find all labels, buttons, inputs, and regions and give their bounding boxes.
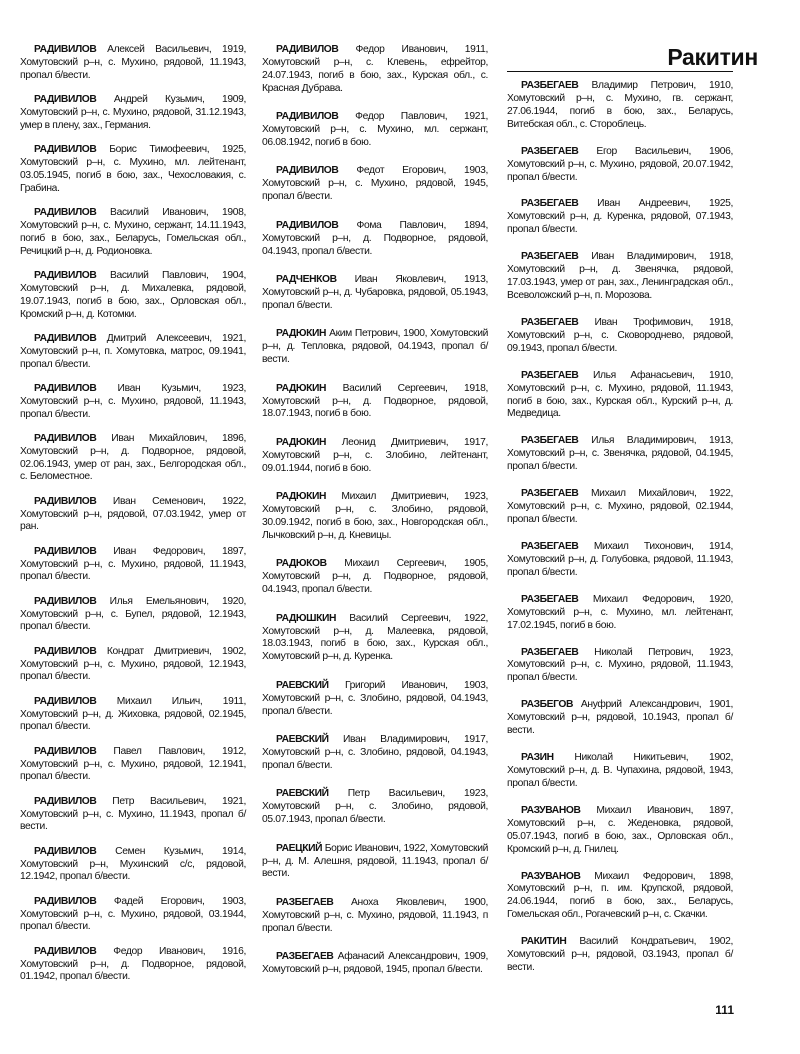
entry — [507, 752, 733, 791]
entry — [20, 44, 246, 83]
entry-surname: РАЕВСКИЙ — [276, 788, 329, 800]
entry-surname: РАДЮКИН — [276, 491, 327, 503]
entry — [507, 317, 733, 356]
entry — [20, 333, 246, 372]
entry — [20, 596, 246, 635]
entry-surname: РАЗБЕГАЕВ — [521, 369, 579, 381]
entry-surname: РАДИВИЛОВ — [34, 845, 97, 857]
entry-surname: РАЕЦКИЙ — [276, 842, 323, 854]
entry-surname: РАДИВИЛОВ — [34, 645, 97, 657]
entry-details: Иван Кузьмич, 1923, Хомутовский р–н, с. Мухино, рядовой, 11.1943, пропал б/вести. — [20, 382, 247, 420]
entry — [20, 383, 246, 422]
entry — [507, 871, 733, 923]
entry-details: Афанасий Александрович, 1909, Хомутовский р–н, рядовой, 1945, пропал б/вести. — [262, 951, 489, 976]
entry — [20, 496, 246, 535]
entry-details: Михаил Сергеевич, 1905, Хомутовский р–н, д. Подворное, рядовой, 04.1943, пропал б/вести. — [262, 558, 489, 596]
entry-details: Аким Петрович, 1900, Хомутовский р–н, д. Тепловка, рядовой, 04.1943, пропал б/вести. — [262, 328, 488, 366]
column-3 — [507, 80, 733, 975]
entry — [507, 699, 733, 738]
entry-details: Егор Васильевич, 1906, Хомутовский р–н, с. Мухино, рядовой, 20.07.1942, пропал б/вести. — [507, 145, 733, 183]
entry-details: Иван Семенович, 1922, Хомутовский р–н, рядовой, 07.03.1942, умер от ран. — [20, 495, 246, 533]
entry-details: Михаил Иванович, 1897, Хомутовский р–н, с. Жеденовка, рядовой, 05.07.1943, погиб в бою, зах., Орловская обл., Кромский р–н, д. Гнилец. — [507, 804, 733, 855]
entry-details: Иван Андреевич, 1925, Хомутовский р–н, д. Куренка, рядовой, 07.1943, пропал б/вести. — [507, 198, 734, 236]
entry-details: Николай Петрович, 1923, Хомутовский р–н, с. Мухино, рядовой, 11.1943, пропал б/вести. — [507, 646, 734, 684]
entry-surname: РАЗУВАНОВ — [521, 870, 581, 882]
entry-details: Иван Трофимович, 1918, Хомутовский р–н, с. Сковороднево, рядовой, 09.1943, пропал б/вести. — [507, 316, 734, 354]
entry-details: Фома Павлович, 1894, Хомутовский р–н, д. Подворное, рядовой, 04.1943, пропал б/вести. — [262, 219, 488, 257]
entry-details: Кондрат Дмитриевич, 1902, Хомутовский р–н, с. Мухино, рядовой, 12.1943, пропал б/вести. — [20, 645, 246, 683]
entry-surname: РАЗБЕГАЕВ — [521, 80, 579, 91]
entry — [507, 647, 733, 686]
entry-details: Илья Емельянович, 1920, Хомутовский р–н, с. Бупел, рядовой, 12.1943, пропал б/вести. — [20, 595, 246, 633]
entry-surname: РАДИВИЛОВ — [34, 269, 97, 281]
entry-surname: РАДИВИЛОВ — [276, 44, 339, 55]
entry — [507, 80, 733, 132]
entry — [262, 437, 488, 476]
entry-surname: РАЗБЕГАЕВ — [521, 198, 579, 210]
entry-details: Василий Иванович, 1908, Хомутовский р–н, с. Мухино, сержант, 14.11.1943, погиб в бою, зах., Беларусь, Гомельская обл., Речицкий р–н, д. Родионовка. — [20, 206, 247, 257]
entry-details: Федот Егорович, 1903, Хомутовский р–н, с. Мухино, рядовой, 1945, пропал б/вести. — [262, 165, 489, 203]
column-1 — [20, 44, 246, 984]
entry-surname: РАДИВИЛОВ — [276, 111, 339, 123]
entry-surname: РАДИВИЛОВ — [34, 206, 97, 218]
entry-surname: РАДИВИЛОВ — [34, 495, 97, 507]
entry-surname: РАДЮКИН — [276, 328, 327, 340]
running-head: Ракитин — [667, 44, 758, 70]
entry-surname: РАЗБЕГАЕВ — [521, 435, 579, 447]
entry-surname: РАДИВИЛОВ — [34, 745, 97, 757]
entry-surname: РАДИВИЛОВ — [276, 219, 339, 231]
entry — [20, 846, 246, 885]
entry-surname: РАДЮКОВ — [276, 558, 327, 570]
entry-surname: РАДИВИЛОВ — [34, 595, 97, 607]
entry — [262, 897, 488, 936]
entry-details: Аноха Яковлевич, 1900, Хомутовский р–н, с. Мухино, рядовой, 11.1943, п пропал б/вести. — [262, 896, 489, 934]
entry-details: Дмитрий Алексеевич, 1921, Хомутовский р–н, п. Хомутовка, матрос, 09.1941, пропал б/вести. — [20, 332, 247, 370]
entry — [262, 111, 488, 150]
entry — [20, 433, 246, 485]
entry-surname: РАЗБЕГОВ — [521, 699, 574, 711]
entry-surname: РАЗБЕГАЕВ — [521, 540, 579, 552]
entry-surname: РАЗБЕГАЕВ — [521, 316, 579, 328]
entry — [20, 696, 246, 735]
entry-surname: РАДИВИЛОВ — [34, 895, 97, 907]
entry — [262, 951, 488, 977]
entry — [507, 936, 733, 975]
entry-details: Михаил Дмитриевич, 1923, Хомутовский р–н, с. Злобино, рядовой, 30.09.1942, погиб в бою, зах., Новгородская обл., Лычковский р–н, д. Кневицы. — [262, 491, 488, 541]
entry — [20, 646, 246, 685]
entry — [262, 44, 488, 96]
entry-surname: РАДИВИЛОВ — [34, 94, 97, 105]
entry-surname: РАЗИН — [521, 752, 554, 764]
entry — [507, 435, 733, 474]
entry-details: Борис Тимофеевич, 1925, Хомутовский р–н, с. Мухино, мл. лейтенант, 03.05.1945, погиб в бою, зах., Чехословакия, с. Грабина. — [20, 144, 246, 194]
entry-surname: РАДИВИЛОВ — [34, 695, 97, 707]
entry-surname: РАЕВСКИЙ — [276, 679, 329, 691]
entry-surname: РАЗБЕГАЕВ — [521, 488, 579, 500]
entry — [262, 220, 488, 259]
entry — [507, 488, 733, 527]
entry — [262, 491, 488, 543]
entry — [507, 146, 733, 185]
entry-surname: РАДЮШКИН — [276, 612, 337, 624]
entry — [507, 594, 733, 633]
entry — [20, 270, 246, 322]
entry-details: Николай Никитьевич, 1902, Хомутовский р–н, д. В. Чупахина, рядовой, 1943, пропал б/вести. — [507, 752, 733, 789]
entry-details: Василий Сергеевич, 1922, Хомутовский р–н, д. Малеевка, рядовой, 18.03.1943, погиб в бою, зах., Курская обл., Хомутовский р–н, д. Куренка. — [262, 612, 488, 663]
entry — [20, 946, 246, 985]
entry-details: Федор Иванович, 1911, Хомутовский р–н, с. Клевень, ефрейтор, 24.07.1943, погиб в бою, зах., Курская обл., с. Красная Дубрава. — [262, 44, 488, 94]
entry-details: Федор Иванович, 1916, Хомутовский р–н, д. Подворное, рядовой, 01.1942, пропал б/вести. — [20, 945, 247, 983]
entry — [20, 546, 246, 585]
entry-details: Григорий Иванович, 1903, Хомутовский р–н, с. Злобино, рядовой, 04.1943, пропал б/вести. — [262, 679, 488, 717]
entry-details: Федор Павлович, 1921, Хомутовский р–н, с. Мухино, мл. сержант, 06.08.1942, погиб в бою. — [262, 111, 488, 148]
entry-details: Михаил Михайлович, 1922, Хомутовский р–н, с. Мухино, рядовой, 02.1944, пропал б/вести. — [507, 488, 733, 525]
entry — [262, 613, 488, 665]
entry-details: Иван Федорович, 1897, Хомутовский р–н, с. Мухино, рядовой, 11.1943, пропал б/вести. — [20, 545, 247, 583]
entry-details: Леонид Дмитриевич, 1917, Хомутовский р–н, с. Злобино, лейтенант, 09.01.1944, погиб в бою. — [262, 436, 489, 474]
entry-details: Василий Павлович, 1904, Хомутовский р–н, д. Михалевка, рядовой, 19.07.1943, погиб в бою, зах., Орловская обл., Кромский р–н, д. Котомки. — [20, 269, 247, 320]
entry-details: Павел Павлович, 1912, Хомутовский р–н, с. Мухино, рядовой, 12.1941, пропал б/вести. — [20, 745, 246, 783]
entry-surname: РАЗБЕГАЕВ — [521, 251, 579, 263]
entry-surname: РАЗБЕГАЕВ — [521, 646, 579, 658]
entry-surname: РАЗБЕГАЕВ — [276, 896, 334, 908]
entry-details: Илья Афанасьевич, 1910, Хомутовский р–н, с. Мухино, рядовой, 11.1943, погиб в бою, зах., Курская обл., Курский р–н, д. Медведица. — [507, 369, 733, 420]
entry-details: Ануфрий Александрович, 1901, Хомутовский р–н, рядовой, 10.1943, пропал б/вести. — [507, 699, 733, 737]
entry — [262, 165, 488, 204]
entry — [507, 251, 733, 303]
entry-surname: РАДИВИЛОВ — [34, 432, 97, 444]
entry-surname: РАЗУВАНОВ — [521, 804, 581, 816]
entry-details: Михаил Федорович, 1920, Хомутовский р–н, с. Мухино, мл. лейтенант, 17.02.1945, погиб в бою. — [507, 593, 733, 631]
entry-surname: РАЗБЕГАЕВ — [521, 145, 579, 157]
entry — [20, 896, 246, 935]
entry-surname: РАДЮКИН — [276, 382, 327, 394]
entry — [262, 788, 488, 827]
entry — [507, 370, 733, 422]
entry-details: Иван Владимирович, 1918, Хомутовский р–н, д. Звенячка, рядовой, 17.03.1943, умер от ран, зах., Ленинградская обл., Всеволожский р–н, п. Морозова. — [507, 251, 734, 301]
entry-surname: РАДИВИЛОВ — [34, 382, 97, 394]
entry-surname: РАДИВИЛОВ — [34, 144, 97, 155]
entry-details: Иван Михайлович, 1896, Хомутовский р–н, д. Подворное, рядовой, 02.06.1943, умер от ран, зах., Белгородская обл., с. Беломестное. — [20, 432, 246, 483]
entry-details: Василий Кондратьевич, 1902, Хомутовский р–н, рядовой, 03.1943, пропал б/вести. — [507, 936, 733, 974]
header-rule — [507, 71, 733, 72]
entry — [20, 144, 246, 196]
entry-surname: РАЗБЕГАЕВ — [276, 951, 334, 963]
entry-details: Илья Владимирович, 1913, Хомутовский р–н, с. Звенячка, рядовой, 04.1945, пропал б/вести. — [507, 435, 733, 473]
entry — [20, 207, 246, 259]
entry-details: Петр Васильевич, 1923, Хомутовский р–н, с. Злобино, рядовой, 05.07.1943, пропал б/вести. — [262, 788, 488, 826]
entry-surname: РАДИВИЛОВ — [34, 332, 97, 344]
entry-details: Иван Яковлевич, 1913, Хомутовский р–н, д. Чубаровка, рядовой, 05.1943, пропал б/вести. — [262, 274, 488, 311]
entry-surname: РАЗБЕГАЕВ — [521, 593, 579, 605]
entry-surname: РАДЮКИН — [276, 436, 327, 448]
entry-surname: РАДЧЕНКОВ — [276, 274, 337, 286]
entry-details: Михаил Ильич, 1911, Хомутовский р–н, д. Жиховка, рядовой, 02.1945, пропал б/вести. — [20, 695, 246, 733]
entry — [20, 796, 246, 835]
entry — [262, 843, 488, 882]
entry — [262, 680, 488, 719]
entry-details: Борис Иванович, 1922, Хомутовский р–н, д. М. Алешня, рядовой, 11.1943, пропал б/вести. — [262, 842, 488, 880]
entry-details: Михаил Тихонович, 1914, Хомутовский р–н, д. Голубовка, рядовой, 11.1943, пропал б/вести. — [507, 540, 733, 578]
entry-surname: РАДИВИЛОВ — [34, 795, 97, 807]
entry-details: Владимир Петрович, 1910, Хомутовский р–н, с. Мухино, гв. сержант, 27.06.1944, погиб в бою, зах., Беларусь, Витебская обл., с. Стороблець. — [507, 80, 734, 130]
entry — [507, 805, 733, 857]
entry-details: Василий Сергеевич, 1918, Хомутовский р–н, д. Подворное, рядовой, 18.07.1943, погиб в бою. — [262, 382, 488, 420]
entry-surname: РАЕВСКИЙ — [276, 734, 329, 746]
page-number: 111 — [715, 1003, 734, 1017]
entry-details: Фадей Егорович, 1903, Хомутовский р–н, с. Мухино, рядовой, 03.1944, пропал б/вести. — [20, 895, 246, 933]
entry — [20, 94, 246, 133]
entry — [262, 328, 488, 367]
entry — [20, 746, 246, 785]
entry-surname: РАДИВИЛОВ — [276, 165, 339, 177]
entry — [262, 558, 488, 597]
entry-surname: РАДИВИЛОВ — [34, 945, 97, 957]
entry-surname: РАКИТИН — [521, 936, 567, 948]
entry-surname: РАДИВИЛОВ — [34, 545, 97, 557]
entry-details: Семен Кузьмич, 1914, Хомутовский р–н, Мухинский с/с, рядовой, 12.1942, пропал б/вести. — [20, 845, 246, 883]
column-2 — [262, 44, 488, 977]
entry-details: Иван Владимирович, 1917, Хомутовский р–н, с. Злобино, рядовой, 04.1943, пропал б/вести. — [262, 734, 488, 771]
entry — [507, 541, 733, 580]
entry-surname: РАДИВИЛОВ — [34, 44, 97, 55]
entry — [262, 383, 488, 422]
entry-details: Михаил Федорович, 1898, Хомутовский р–н, п. им. Крупской, рядовой, 24.06.1944, погиб в бою, зах., Беларусь, Гомельская обл., Рогачевский р–н, с. Скачки. — [507, 870, 733, 921]
entry — [262, 734, 488, 773]
entry-details: Алексей Васильевич, 1919, Хомутовский р–н, с. Мухино, рядовой, 11.1943, пропал б/вести. — [20, 44, 246, 81]
entry-details: Андрей Кузьмич, 1909, Хомутовский р–н, с. Мухино, рядовой, 31.12.1943, умер в плену, зах., Германия. — [20, 94, 246, 131]
entry — [262, 274, 488, 313]
entry — [507, 198, 733, 237]
entry-details: Петр Васильевич, 1921, Хомутовский р–н, с. Мухино, 11.1943, пропал б/вести. — [20, 795, 246, 833]
